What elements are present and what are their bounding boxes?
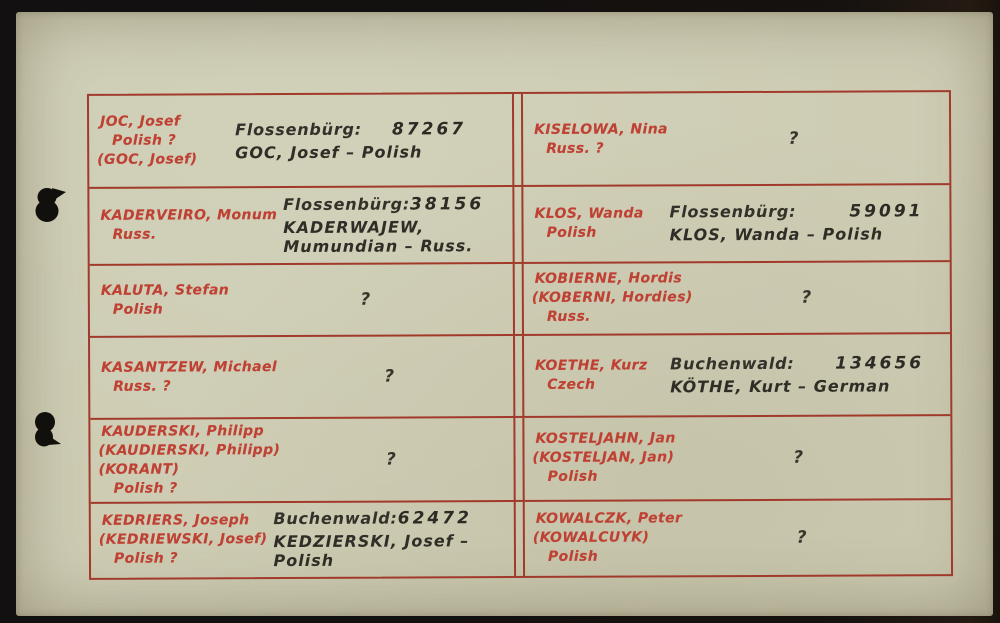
prisoner-name-block (91, 511, 274, 569)
entry-cell (89, 187, 514, 263)
name-line: (KOBERNI, Hordies) (531, 289, 693, 307)
prisoner-name-block (524, 430, 682, 488)
camp-info-block (235, 119, 512, 162)
card-grid (87, 90, 953, 580)
camp-label: Flossenbürg: (283, 194, 411, 214)
punch-hole-bottom (24, 408, 74, 468)
name-line: (KEDRIEWSKI, Josef) (98, 531, 268, 549)
camp-number-line (669, 202, 949, 223)
camp-info-block (670, 353, 950, 396)
resolved-name: KADERWAJEW, Mumundian – Russ. (283, 217, 474, 256)
card-row (91, 500, 951, 578)
camp-label: Flossenbürg: (235, 119, 363, 139)
resolved-name: KÖTHE, Kurt – German (670, 376, 891, 397)
name-line: (KOSTELJAN, Jan) (532, 449, 675, 467)
name-line: Polish ? (112, 132, 177, 149)
name-line: Russ. ? (546, 140, 604, 157)
name-line: Russ. (546, 309, 591, 326)
camp-label: Buchenwald: (273, 508, 398, 529)
camp-info-block (669, 202, 949, 245)
name-line: (KORANT) (98, 461, 180, 478)
prisoner-name-block (523, 120, 674, 159)
camp-info-unknown (674, 128, 949, 149)
camp-info-block (273, 508, 518, 570)
name-line: Polish (547, 469, 598, 486)
unknown-mark: ? (801, 287, 812, 308)
camp-info-block (283, 194, 530, 256)
unknown-mark: ? (793, 447, 804, 468)
name-line: Russ. ? (113, 378, 172, 395)
name-line: Polish (546, 225, 597, 242)
punch-hole-top (24, 180, 74, 240)
camp-number-line (273, 508, 518, 529)
entry-cell (521, 185, 949, 261)
entry-cell (522, 334, 950, 416)
camp-info-unknown (688, 527, 951, 548)
card-row (90, 416, 950, 503)
index-card-page (16, 12, 993, 616)
entry-cell (90, 264, 515, 336)
name-line: KAUDERSKI, Philipp (101, 423, 265, 440)
camp-number-line (235, 119, 512, 140)
entry-cell (90, 418, 515, 501)
name-line: Polish (112, 301, 164, 318)
camp-info-unknown (682, 447, 951, 468)
entry-cell (91, 502, 516, 578)
entry-cell (522, 262, 950, 334)
unknown-mark: ? (385, 449, 396, 470)
name-line: Polish ? (113, 550, 178, 568)
unknown-mark: ? (796, 527, 807, 548)
entry-cell (90, 336, 515, 418)
name-line: (KAUDIERSKI, Philipp) (98, 442, 281, 459)
camp-info-unknown (236, 289, 513, 310)
card-row (89, 185, 949, 265)
prisoner-name-block (89, 112, 235, 170)
name-line: (GOC, Josef) (97, 151, 198, 168)
name-line: KOSTELJAHN, Jan (535, 430, 676, 448)
name-line: Polish (547, 548, 599, 566)
card-row (90, 334, 950, 420)
prisoner-number: 62472 (397, 508, 472, 529)
entry-cell (521, 92, 949, 185)
prisoner-name-block (90, 281, 236, 320)
prisoner-name-block (523, 205, 669, 244)
name-line: KOBIERNE, Hordis (534, 270, 683, 288)
unknown-mark: ? (360, 289, 371, 310)
prisoner-name-block (524, 357, 670, 396)
name-line: KALUTA, Stefan (100, 282, 230, 299)
name-line: KOETHE, Kurz (535, 357, 648, 375)
name-line: KASANTZEW, Michael (101, 359, 278, 376)
card-row (89, 92, 949, 189)
name-line: (KOWALCUYK) (532, 529, 650, 547)
camp-label: Flossenbürg: (669, 202, 797, 222)
prisoner-name-block (525, 510, 689, 568)
name-line: Russ. (112, 227, 157, 244)
name-line: KISELOWA, Nina (534, 120, 668, 138)
name-line: Czech (547, 376, 596, 394)
camp-info-unknown (286, 449, 513, 470)
name-line: Polish ? (113, 480, 178, 497)
prisoner-number: 59091 (849, 201, 924, 222)
prisoner-number: 87267 (391, 118, 467, 140)
name-line: KOWALCZK, Peter (535, 510, 683, 528)
prisoner-name-block (90, 422, 286, 499)
camp-info-unknown (699, 287, 950, 308)
prisoner-name-block (89, 206, 283, 245)
name-line: KEDRIERS, Joseph (101, 512, 250, 530)
camp-label: Buchenwald: (670, 353, 795, 374)
name-line: KLOS, Wanda (534, 205, 644, 223)
unknown-mark: ? (384, 366, 395, 387)
card-row (90, 262, 950, 338)
entry-cell (523, 500, 951, 576)
entry-cell (89, 94, 514, 187)
camp-number-line (283, 194, 530, 215)
prisoner-number: 38156 (409, 194, 485, 215)
resolved-name: KEDZIERSKI, Josef – Polish (273, 531, 470, 571)
name-line: KADERVEIRO, Monum (100, 207, 278, 225)
camp-number-line (670, 353, 950, 374)
camp-info-unknown (283, 366, 513, 387)
prisoner-name-block (90, 358, 283, 397)
prisoner-name-block (524, 270, 699, 328)
name-line: JOC, Josef (100, 113, 181, 130)
prisoner-number: 134656 (835, 353, 925, 374)
resolved-name: GOC, Josef – Polish (235, 142, 423, 162)
resolved-name: KLOS, Wanda – Polish (669, 224, 884, 245)
entry-cell (522, 416, 950, 499)
unknown-mark: ? (788, 128, 799, 149)
